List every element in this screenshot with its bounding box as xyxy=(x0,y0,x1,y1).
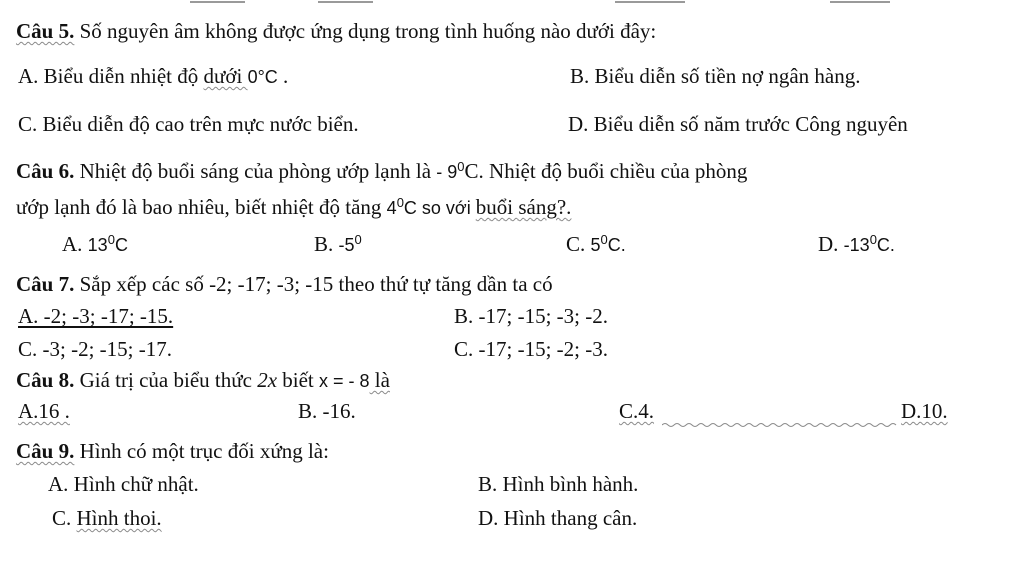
q7-option-b: B. -17; -15; -3; -2. xyxy=(454,304,608,328)
q8-option-d: D.10. xyxy=(901,399,948,423)
q9-option-d: D. Hình thang cân. xyxy=(478,506,638,530)
q7-option-a: A. -2; -3; -17; -15. xyxy=(18,304,174,328)
question-7-stem xyxy=(16,274,553,295)
q6-option-d: D. $-13^0C$. xyxy=(818,232,895,256)
top-edge-marks xyxy=(0,0,1024,6)
q9-option-b: B. Hình bình hành. xyxy=(478,472,639,496)
q7-option-c: C. -3; -2; -15; -17. xyxy=(18,337,172,361)
q9-option-c: C. Hình thoi. xyxy=(52,506,162,530)
question-label: Câu 8. xyxy=(16,368,75,392)
q5-option-c: C. Biểu diễn độ cao trên mực nước biển. xyxy=(18,112,359,136)
question-text: Hình có một trục đối xứng là: xyxy=(79,439,329,463)
q6-option-a: A. $13^0C$ xyxy=(62,232,128,256)
question-9-stem xyxy=(16,441,329,462)
wavy-underline xyxy=(662,422,900,428)
q7-option-d: C. -17; -15; -2; -3. xyxy=(454,337,608,361)
question-label: Câu 5. xyxy=(16,19,75,43)
q6-option-c: C. $5^0C$. xyxy=(566,232,626,256)
q8-option-b: B. -16. xyxy=(298,399,356,423)
q8-option-a: A.16 . xyxy=(18,399,70,423)
q5-option-a: A. Biểu diễn nhiệt độ dưới 0°C . xyxy=(18,64,289,88)
q8-option-c: C.4. xyxy=(619,399,655,423)
q9-option-a: A. Hình chữ nhật. xyxy=(48,472,199,496)
question-text: Sắp xếp các số -2; -17; -3; -15 theo thứ tự tăng dần ta có xyxy=(79,272,553,296)
question-6-line-2: ướp lạnh đó là bao nhiêu, biết nhiệt độ tăng $4^0C$ so với buổi sáng?. xyxy=(16,195,572,219)
question-label: Câu 7. xyxy=(16,272,75,296)
question-label: Câu 9. xyxy=(16,439,75,463)
question-text: Số nguyên âm không được ứng dụng trong tình huống nào dưới đây: xyxy=(79,19,657,43)
expression: 2x xyxy=(257,368,278,392)
question-8-stem: Câu 8. Giá trị của biểu thức 2x biết x = - 8 là xyxy=(16,368,390,392)
q5-option-b: B. Biểu diễn số tiền nợ ngân hàng. xyxy=(570,64,861,88)
q5-option-d: D. Biểu diễn số năm trước Công nguyên xyxy=(568,112,908,136)
q6-option-b: B. $-5^0$ xyxy=(314,232,362,256)
question-label: Câu 6. xyxy=(16,159,75,183)
question-6-line-1: Câu 6. Nhiệt độ buổi sáng của phòng ướp lạnh là - $9^0C$. Nhiệt độ buổi chiều của phòng xyxy=(16,159,748,183)
question-5-stem xyxy=(16,21,656,42)
